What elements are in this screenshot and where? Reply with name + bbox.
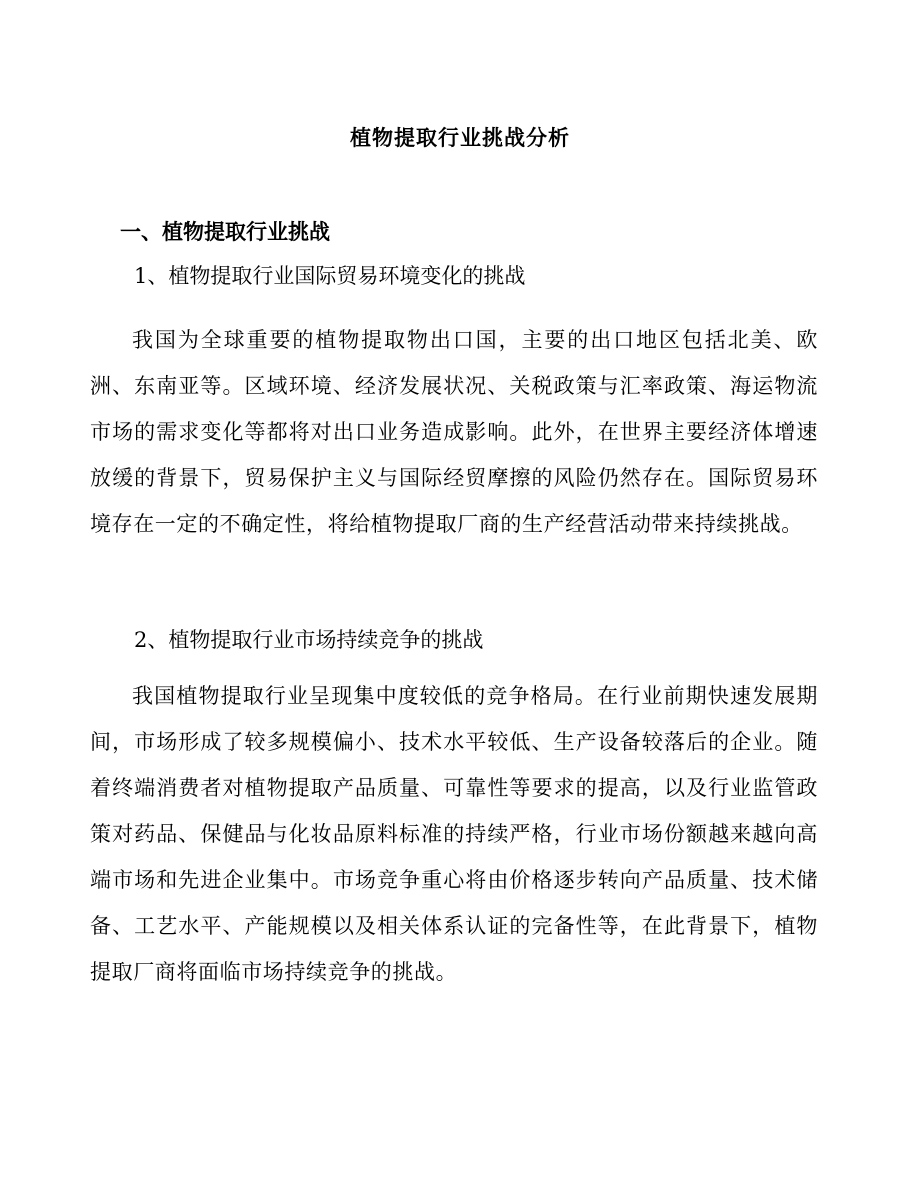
subsection-heading-2: 2、植物提取行业市场持续竞争的挑战 <box>134 628 484 652</box>
section-heading: 一、植物提取行业挑战 <box>120 219 330 244</box>
subsection-heading-1: 1、植物提取行业国际贸易环境变化的挑战 <box>134 264 526 288</box>
subsection-paragraph-1: 我国为全球重要的植物提取物出口国，主要的出口地区包括北美、欧洲、东南亚等。区域环境、经济发展状况、关税政策与汇率政策、海运物流市场的需求变化等都将对出口业务造成影响。此外，在世界主要经济体增速放缓的背景下，贸易保护主义与国际经贸摩擦的风险仍然存在。国际贸易环境存在一定的不确定性，将给植物提取厂商的生产经营活动带来持续挑战。 <box>90 328 818 536</box>
document-title: 植物提取行业挑战分析 <box>350 125 570 150</box>
subsection-paragraph-2: 我国植物提取行业呈现集中度较低的竞争格局。在行业前期快速发展期间，市场形成了较多规模偏小、技术水平较低、生产设备较落后的企业。随着终端消费者对植物提取产品质量、可靠性等要求的提高，以及行业监管政策对药品、保健品与化妆品原料标准的持续严格，行业市场份额越来越向高端市场和先进企业集中。市场竞争重心将由价格逐步转向产品质量、技术储备、工艺水平、产能规模以及相关体系认证的完备性等，在此背景下，植物提取厂商将面临市场持续竞争的挑战。 <box>90 684 818 984</box>
